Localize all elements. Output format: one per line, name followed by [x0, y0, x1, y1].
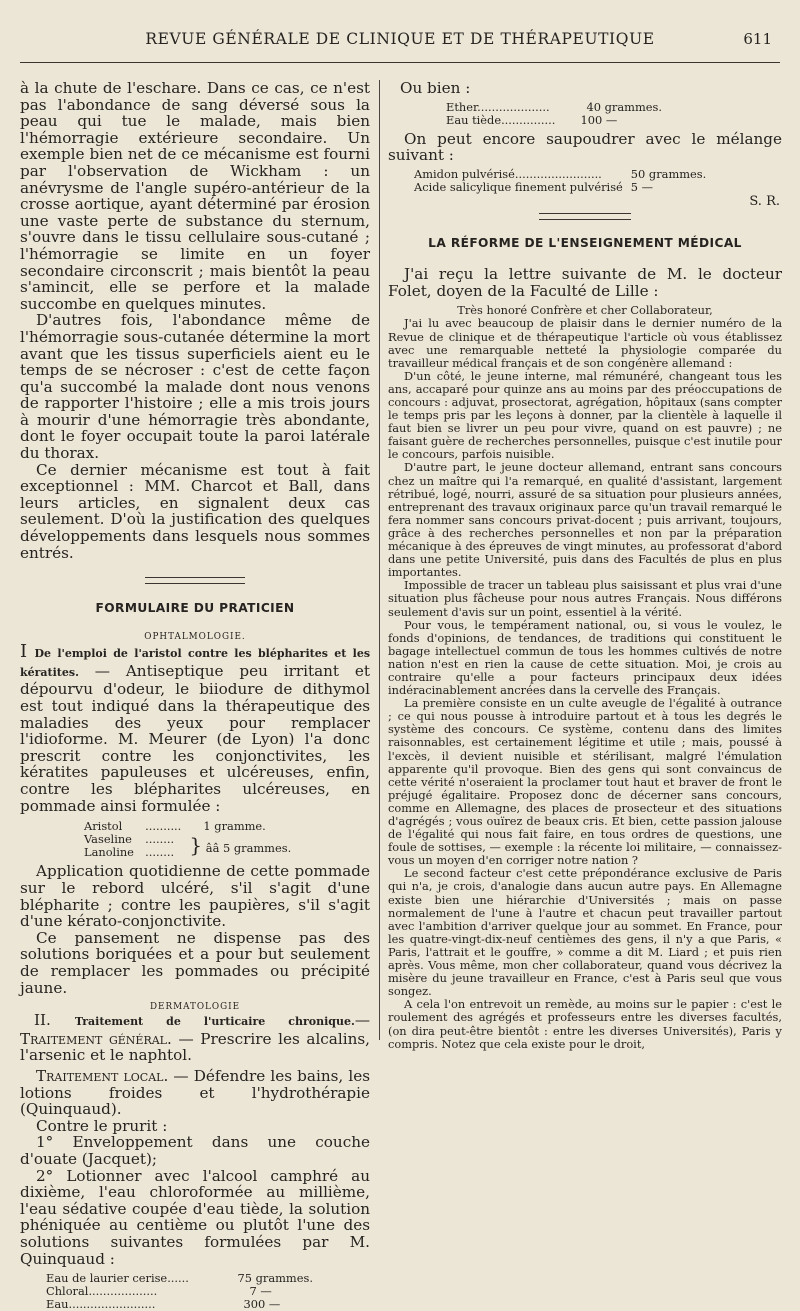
page-number: 611 [743, 30, 772, 48]
item-text: — Prescrire les alcalins, l'arsenic et le naphtol. [20, 1029, 370, 1065]
running-title: REVUE GÉNÉRALE DE CLINIQUE ET DE THÉRAPEUTIQUE [145, 30, 655, 48]
paragraph: J'ai reçu la lettre suivante de M. le docteur Folet, doyen de la Faculté de Lille : [388, 265, 782, 300]
paragraph: D'autres fois, l'abondance même de l'hémorragie sous-cutanée détermine la mort avant que les tissus superficiels aient eu le temps de se nécroser : c'est de cette façon qu'a succombé la malade dont nous venons de rapporter l'histoire ; elle a mis trois jours à mourir d'une hémorragie très abondante, dont le foyer occupait toute la paroi latérale du thorax. [20, 311, 370, 463]
paragraph: 2° Lotionner avec l'alcool camphré au dixième, l'eau chloroformée au millième, l'eau sédative coupée d'eau tiède, la solution phéniquée au centième ou plutôt l'une des solutions suivantes formulées par M. Quinquaud : [20, 1166, 370, 1268]
prescription-table [46, 1272, 336, 1311]
brace-icon: } [189, 832, 203, 857]
item-number: I [20, 641, 28, 663]
paragraph: Contre le prurit : [36, 1116, 168, 1135]
page-header [20, 0, 780, 63]
rx-qty: 1 gramme. [203, 819, 266, 834]
subheading: DERMATOLOGIE [149, 1002, 241, 1013]
subheading: OPHTALMOLOGIE. [144, 632, 246, 643]
rx-qty: 100 — [580, 112, 618, 127]
paragraph: Application quotidienne de cette pommade sur le rebord ulcéré, s'il s'agit d'une blépharite ; contre les paupières, s'il s'agit d'une kérato-conjonctivite. [20, 862, 370, 931]
rx-name: Chloral................... [46, 1284, 158, 1299]
section-rule [145, 577, 245, 584]
paragraph: 1° Enveloppement dans une couche d'ouate (Jacquet); [20, 1133, 370, 1168]
formula-paragraph [20, 1012, 370, 1064]
item-label: Traitement local. [36, 1066, 169, 1085]
right-column [388, 80, 782, 1051]
item-number: II. [34, 1011, 51, 1030]
rx-qty: 300 — [243, 1297, 281, 1311]
left-column [20, 80, 370, 1311]
letter-paragraph: Le second facteur c'est cette prépondérance exclusive de Paris qui n'a, je crois, d'analogie dans aucun autre pays. En Allemagne existe bien une hiérarchie d'Universités ; mais on passe normalement de l'une à l'autre et chacun peut travailler partout avec l'ambition d'arriver quelque jour au sommet. En France, pour les quatre-vingt-dix-neuf centièmes des gens, il n'y a que Paris, « Paris, l'attrait et le gouffre, » comme a dit M. Liard ; et puis rien après. Vous même, mon cher collaborateur, quand vous décrivez la misère du jeune travailleur en France, c'est à Paris seul que vous songez. [388, 866, 782, 999]
prescription-row [446, 114, 676, 127]
rx-qty: 75 grammes. [237, 1271, 313, 1286]
rx-dots: ........ [145, 845, 175, 860]
rx-name: Ether.................... [446, 99, 550, 114]
rx-name: Aristol [84, 819, 123, 834]
prescription-row [414, 181, 706, 194]
formula-paragraph [20, 641, 371, 815]
paragraph: à la chute de l'eschare. Dans ce cas, ce n'est pas l'abondance de sang déversé sous la peau qui tue le malade, mais bien l'hémorragie extérieure secondaire. Un exemple bien net de ce mécanisme est fourni par l'observation de Wickham : un anévrysme de l'angle supéro-antérieur de la crosse aortique, ayant déterminé par érosion une vaste perte de substance du sternum, s'ouvre dans le tissu cellulaire sous-cutané ; l'hémorragie se limite en un foyer secondaire circonscrit ; mais bientôt la peau s'amincit, elle se perfore et la malade succombe en quelques minutes. [20, 79, 370, 313]
signature: S. R. [749, 194, 780, 210]
rx-qty: ââ 5 grammes. [205, 840, 292, 855]
column-divider [379, 80, 380, 1040]
rx-name: Acide salicylique finement pulvérisé [414, 180, 623, 195]
paragraph: Ou bien : [400, 79, 471, 97]
prescription-row [46, 1298, 336, 1311]
prescription-table [84, 820, 314, 859]
letter-paragraph: D'un côté, le jeune interne, mal rémunéré, changeant tous les ans, accaparé pour quinze ans au moins par des préoccupations de concours : adjuvat, prosectorat, agrégation, hôpitaux (sans compter le temps pris par les leçons à donner, par la clientèle à laquelle il faut bien se livrer un peu pour vivre, quand on est pauvre) ; ne faisant guère de recherches personnelles, puisque c'est inutile pour le concours, parfois nuisible. [388, 368, 782, 462]
item-text: — Antiseptique peu irritant et dépourvu d'odeur, le biiodure de dithymol est tout indiqué dans la thérapeutique des maladies des yeux pour remplacer l'idioforme. M. Meurer (de Lyon) l'a donc prescrit contre les conjonctivites, les kératites papuleuses et ulcéreuses, enfin, contre les blépharites ulcéreuses, en pommade ainsi formulée : [20, 661, 370, 815]
rx-name: Amidon pulvérisé........................ [414, 166, 602, 181]
rx-name: Eau........................ [46, 1297, 156, 1311]
paragraph: On peut encore saupoudrer avec le mélange suivant : [388, 129, 782, 165]
rx-name: Lanoline [84, 845, 134, 860]
item-text: — Défendre les bains, les lotions froides et l'hydrothérapie (Quinquaud). [20, 1066, 370, 1119]
prescription-table [446, 101, 676, 127]
section-title: FORMULAIRE DU PRATICIEN [95, 601, 295, 616]
rx-qty: 50 grammes. [630, 166, 707, 181]
letter-paragraph: Pour vous, le tempérament national, ou, si vous le voulez, le fonds d'opinions, de tendances, de traditions qui constituent le bagage intellectuel commun de tous les hommes cultivés de notre nation n'est en rien la cause de cette situation. Moi, je crois au contraire qu'elle a pour facteurs principaux deux idées indéracinablement ancrées dans la cervelle des Français. [388, 617, 782, 698]
rx-dots: ........ [145, 832, 175, 847]
paragraph: Ce dernier mécanisme est tout à fait exceptionnel : MM. Charcot et Ball, dans leurs articles, en signalent deux cas seulement. D'où la justification des quelques développements dans lesquels nous sommes entrés. [20, 460, 370, 562]
formula-paragraph [20, 1068, 370, 1118]
letter-paragraph: J'ai lu avec beaucoup de plaisir dans le dernier numéro de la Revue de clinique et de thérapeutique l'article où vous établissez avec une remarquable netteté la physiologie comparée du travailleur médical français et de son congénère allemand : [388, 316, 782, 370]
prescription-table [414, 168, 706, 194]
letter-paragraph: La première consiste en un culte aveugle de l'égalité à outrance ; ce qui nous pousse à introduire partout et à tous les degrés le système des concours. Ce système, contenu dans des limites raisonnables, est certainement légitime et utile ; mais, poussé à l'excès, il devient nuisible et stérilisant, malgré l'émulation apparente qu'il provoque. Bien des gens qui sont convaincus de cette vérité n'oseraient la proclamer tout haut et braver de front le préjugé égalitaire. Proposez donc de décerner sans concours, comme en Allemagne, des places de prosecteur et des situations d'agrégés ; vous ouïrez de beaux cris. Et bien, cette passion jalouse de l'égalité qui nous fait faire, en tous ordres de questions, une foule de sottises, — exemple : la récente loi militaire, — connaissez-vous un moyen d'en corriger notre nation ? [388, 696, 782, 868]
item-label: —Traitement général. [20, 1011, 371, 1048]
rx-qty: 7 — [249, 1284, 272, 1299]
rx-name: Vaseline [84, 832, 132, 847]
letter-paragraph: D'autre part, le jeune docteur allemand, entrant sans concours chez un maître qui l'a remarqué, en qualité d'assistant, largement rétribué, logé, nourri, assuré de sa situation pour plusieurs années, entreprenant des travaux originaux parce qu'un travail remarqué le fera nommer sans concours privat-docent ; puis arrivant, toujours, grâce à des recherches personnelles et non par la préparation mécanique à des épreuves de vingt minutes, au professorat d'abord dans une petite Université, puis dans des Facultés de plus en plus importantes. [388, 460, 782, 580]
rx-dots: .......... [145, 819, 182, 834]
section-title: LA RÉFORME DE L'ENSEIGNEMENT MÉDICAL [428, 236, 742, 251]
item-title: De l'emploi de l'aristol contre les blépharites et les kératites. [20, 647, 371, 679]
letter-paragraph: A cela l'on entrevoit un remède, au moins sur le papier : c'est le roulement des agrégés et professeurs entre les diverses facultés, (on dira peut-être bientôt : entre les diverses Universités), Paris y compris. Notez que cela existe pour le droit, [388, 997, 782, 1051]
rx-qty: 5 — [630, 180, 654, 195]
letter-paragraph: Impossible de tracer un tableau plus saisissant et plus vrai d'une situation plus fâcheuse pour nous autres Français. Nous différons seulement d'avis sur un point, essentiel à la vérité. [388, 578, 782, 619]
paragraph: Ce pansement ne dispense pas des solutions boriquées et a pour but seulement de remplacer les pommades ou précipité jaune. [20, 928, 370, 997]
rx-name: Eau de laurier cerise...... [46, 1271, 189, 1286]
salutation: Très honoré Confrère et cher Collaborateur, [457, 303, 713, 318]
item-title: Traitement de l'urticaire chronique. [74, 1015, 355, 1029]
section-rule [539, 213, 631, 220]
rx-name: Eau tiède............... [446, 112, 556, 127]
rx-qty: 40 grammes. [586, 99, 662, 114]
